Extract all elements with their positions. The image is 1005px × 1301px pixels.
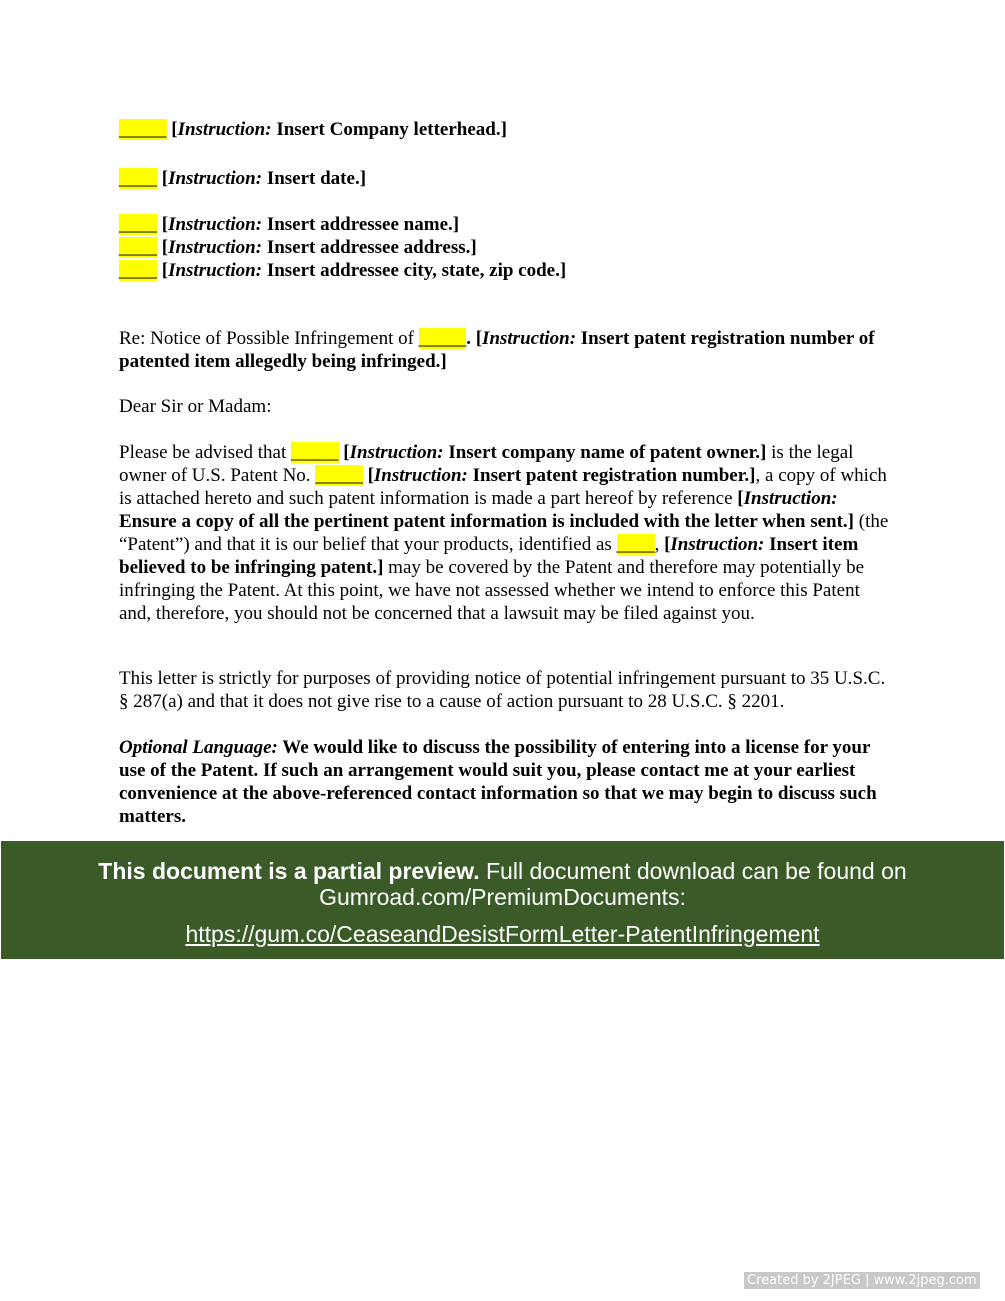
instruction-label: Instruction: bbox=[670, 534, 765, 555]
instruction-label: Instruction: bbox=[168, 237, 263, 258]
download-link[interactable]: https://gum.co/CeaseandDesistFormLetter-PatentInfringement bbox=[185, 921, 820, 947]
text: , a copy of which is attached hereto and such patent information is made a part hereof by reference bbox=[119, 465, 887, 509]
blank: ____ bbox=[119, 168, 157, 189]
instruction-label: Instruction: bbox=[743, 488, 838, 509]
blank: _____ bbox=[119, 119, 167, 140]
text: Please be advised that bbox=[119, 442, 292, 463]
blank: _____ bbox=[418, 328, 467, 349]
instruction-text: Insert addressee city, state, zip code.] bbox=[266, 260, 567, 281]
blank: ____ bbox=[119, 237, 157, 258]
text: , bbox=[654, 534, 665, 555]
banner-text: Full document download can be found on Gumroad.com/PremiumDocuments: bbox=[319, 858, 907, 910]
addressee-block bbox=[119, 213, 889, 282]
instruction-text: Insert patent registration number of patented item allegedly being infringed.] bbox=[119, 328, 875, 372]
text: may be covered by the Patent and therefore may potentially be infringing the Patent. At this point, we have not assessed whether we intend to enforce this Patent and, therefore, you should not be concerned that a lawsuit may be filed against you. bbox=[119, 557, 865, 624]
watermark: Created by 2JPEG | www.2jpeg.com bbox=[744, 1272, 980, 1289]
bracket: . [ bbox=[466, 328, 483, 349]
re-line bbox=[119, 327, 889, 373]
banner-message bbox=[1, 858, 1004, 910]
instruction-label: Instruction: bbox=[168, 168, 263, 189]
blank: _____ bbox=[291, 442, 339, 463]
instruction-text: Insert company name of patent owner.] bbox=[443, 442, 767, 463]
date-line: ____ [Instruction: Insert date.] bbox=[119, 168, 367, 189]
paragraph-2: This letter is strictly for purposes of providing notice of potential infringement pursuant to 35 U.S.C. § 287(a) and that it does not give rise to a cause of action pursuant to 28 U.S.C. § 2201. bbox=[119, 668, 886, 712]
instruction-label: Instruction: bbox=[482, 328, 577, 349]
instruction-label: Instruction: bbox=[373, 465, 468, 486]
instruction-text: Insert date.] bbox=[266, 168, 367, 189]
instruction-text: Insert patent registration number.] bbox=[467, 465, 756, 486]
instruction-text: Insert Company letterhead.] bbox=[276, 119, 507, 140]
blank: ____ bbox=[119, 260, 157, 281]
banner-bold: This document is a partial preview. bbox=[98, 858, 480, 884]
instruction-label: Instruction: bbox=[168, 214, 263, 235]
text: is the legal owner of U.S. Patent No. bbox=[119, 442, 854, 486]
addressee-name-line: ____ [Instruction: Insert addressee name.] bbox=[119, 214, 460, 235]
instruction-text: Insert addressee address.] bbox=[266, 237, 477, 258]
addressee-city-line: ____ [Instruction: Insert addressee city, state, zip code.] bbox=[119, 260, 567, 281]
instruction-text: Insert item believed to be infringing patent.] bbox=[119, 534, 859, 578]
optional-text: We would like to discuss the possibility of entering into a license for your use of the Patent. If such an arrangement would suit you, please contact me at your earliest convenience at the above-referenced contact information so that we may begin to discuss such matters. bbox=[119, 737, 877, 827]
paragraph-1: Please be advised that _____ [Instruction: Insert company name of patent owner.] is the legal owner of U.S. Patent No. _____ [Instruction: Insert patent registration number.], a copy of which is attached hereto and such patent information is made a part hereof by reference [Instruction: Ensure a copy of all the pertinent patent information is included with the letter when sent.] (the “Patent”) and that it is our belief that your products, identified as ____, [Instruction: Insert item believed to be infringing patent.] may be covered by the Patent and therefore may potentially be infringing the Patent. At this point, we have not assessed whether we intend to enforce this Patent and, therefore, you should not be concerned that a lawsuit may be filed against you. bbox=[119, 442, 889, 624]
instruction-text: Insert addressee name.] bbox=[266, 214, 460, 235]
re-text: Re: Notice of Possible Infringement of bbox=[119, 328, 419, 349]
blank: _____ bbox=[315, 465, 363, 486]
blank: ____ bbox=[616, 534, 655, 555]
salutation: Dear Sir or Madam: bbox=[119, 396, 272, 417]
paragraph-optional bbox=[119, 736, 889, 828]
preview-banner bbox=[1, 841, 1004, 959]
instruction-label: Instruction: bbox=[177, 119, 272, 140]
letterhead-line: _____ [Instruction: Insert Company letterhead.] bbox=[119, 119, 507, 140]
blank: ____ bbox=[119, 214, 157, 235]
instruction-text: Ensure a copy of all the pertinent patent information is included with the letter when sent.] bbox=[119, 511, 855, 532]
instruction-label: Instruction: bbox=[168, 260, 263, 281]
instruction-label: Instruction: bbox=[349, 442, 444, 463]
addressee-address-line: ____ [Instruction: Insert addressee address.] bbox=[119, 237, 477, 258]
optional-label: Optional Language: bbox=[119, 737, 278, 758]
text: (the “Patent”) and that it is our belief that your products, identified as bbox=[119, 511, 889, 555]
